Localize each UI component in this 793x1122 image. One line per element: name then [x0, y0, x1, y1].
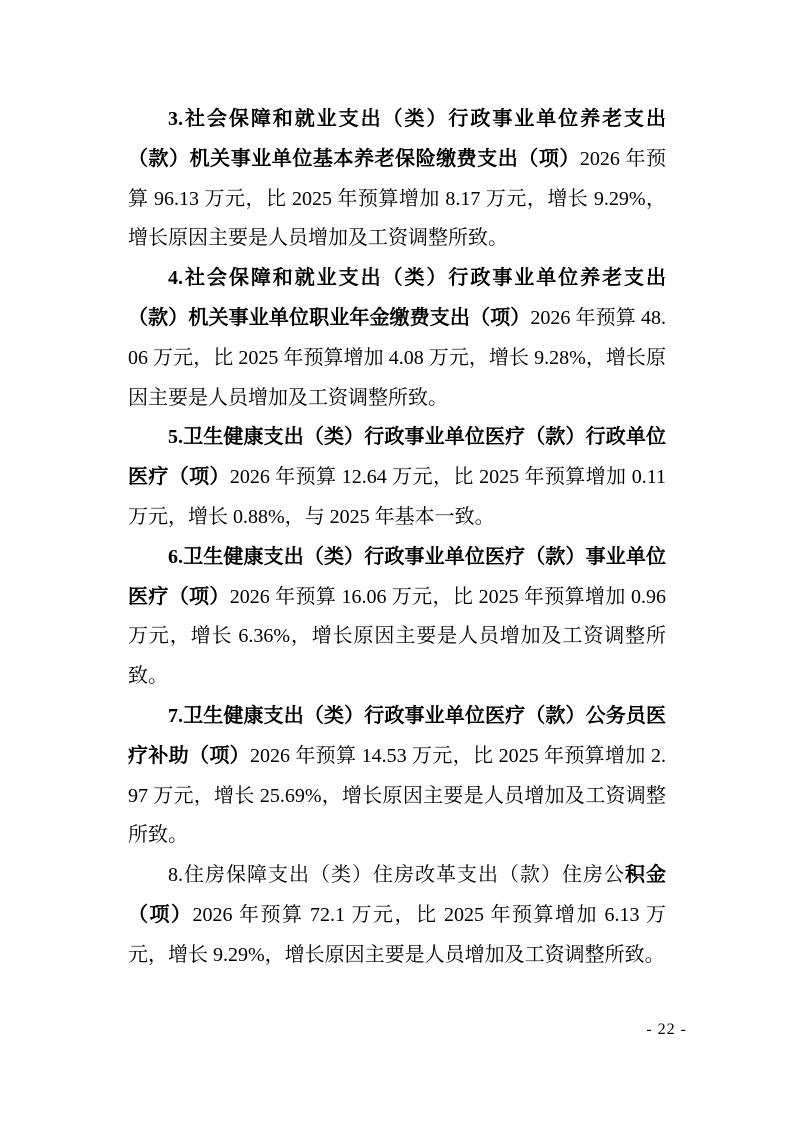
paragraph-segment: 2026 年预算 48.06 万元，比 2025 年预算增加 4.08 万元，增长 9.28%，增长原因主要是人员增加及工资调整所致。 — [128, 306, 667, 409]
page-number: - 22 - — [646, 1021, 687, 1038]
paragraph-segment: 5.卫生健康支出（类）行政事业单位医疗（款）行政单位医疗（项） — [128, 426, 666, 489]
paragraph-segment: 2026 年预算 96.13 万元，比 2025 年预算增加 8.17 万元，增长 9.29%，增长原因主要是人员增加及工资调整所致。 — [128, 147, 667, 250]
paragraph-segment: 7.卫生健康支出（类）行政事业单位医疗（款）公务员医疗补助（项） — [128, 704, 666, 767]
paragraph — [128, 100, 666, 259]
paragraph — [128, 856, 666, 975]
paragraph-segment: 2026 年预算 72.1 万元，比 2025 年预算增加 6.13 万元，增长 9.29%，增长原因主要是人员增加及工资调整所致。 — [128, 903, 666, 966]
paragraph — [128, 418, 666, 537]
paragraph-segment: 2026 年预算 16.06 万元，比 2025 年预算增加 0.96 万元，增长 6.36%，增长原因主要是人员增加及工资调整所致。 — [128, 585, 667, 688]
paragraph-segment: 积金（项） — [128, 864, 666, 926]
paragraph-segment: 3.社会保障和就业支出（类）行政事业单位养老支出（款）机关事业单位基本养老保险缴费支出（项） — [128, 108, 666, 170]
paragraph — [128, 697, 666, 856]
document-body — [128, 100, 666, 976]
paragraph-segment: 8.住房保障支出（类）住房改革支出（款）住房公 — [168, 864, 625, 887]
paragraph-segment: 2026 年预算 14.53 万元，比 2025 年预算增加 2.97 万元，增长 25.69%，增长原因主要是人员增加及工资调整所致。 — [128, 744, 666, 847]
paragraph — [128, 259, 666, 418]
paragraph-segment: 6.卫生健康支出（类）行政事业单位医疗（款）事业单位医疗（项） — [128, 545, 666, 608]
paragraph — [128, 538, 666, 697]
paragraph-segment: 4.社会保障和就业支出（类）行政事业单位养老支出（款）机关事业单位职业年金缴费支出（项） — [128, 267, 666, 329]
paragraph-segment: 2026 年预算 12.64 万元，比 2025 年预算增加 0.11 万元，增长 0.88%，与 2025 年基本一致。 — [128, 466, 666, 528]
